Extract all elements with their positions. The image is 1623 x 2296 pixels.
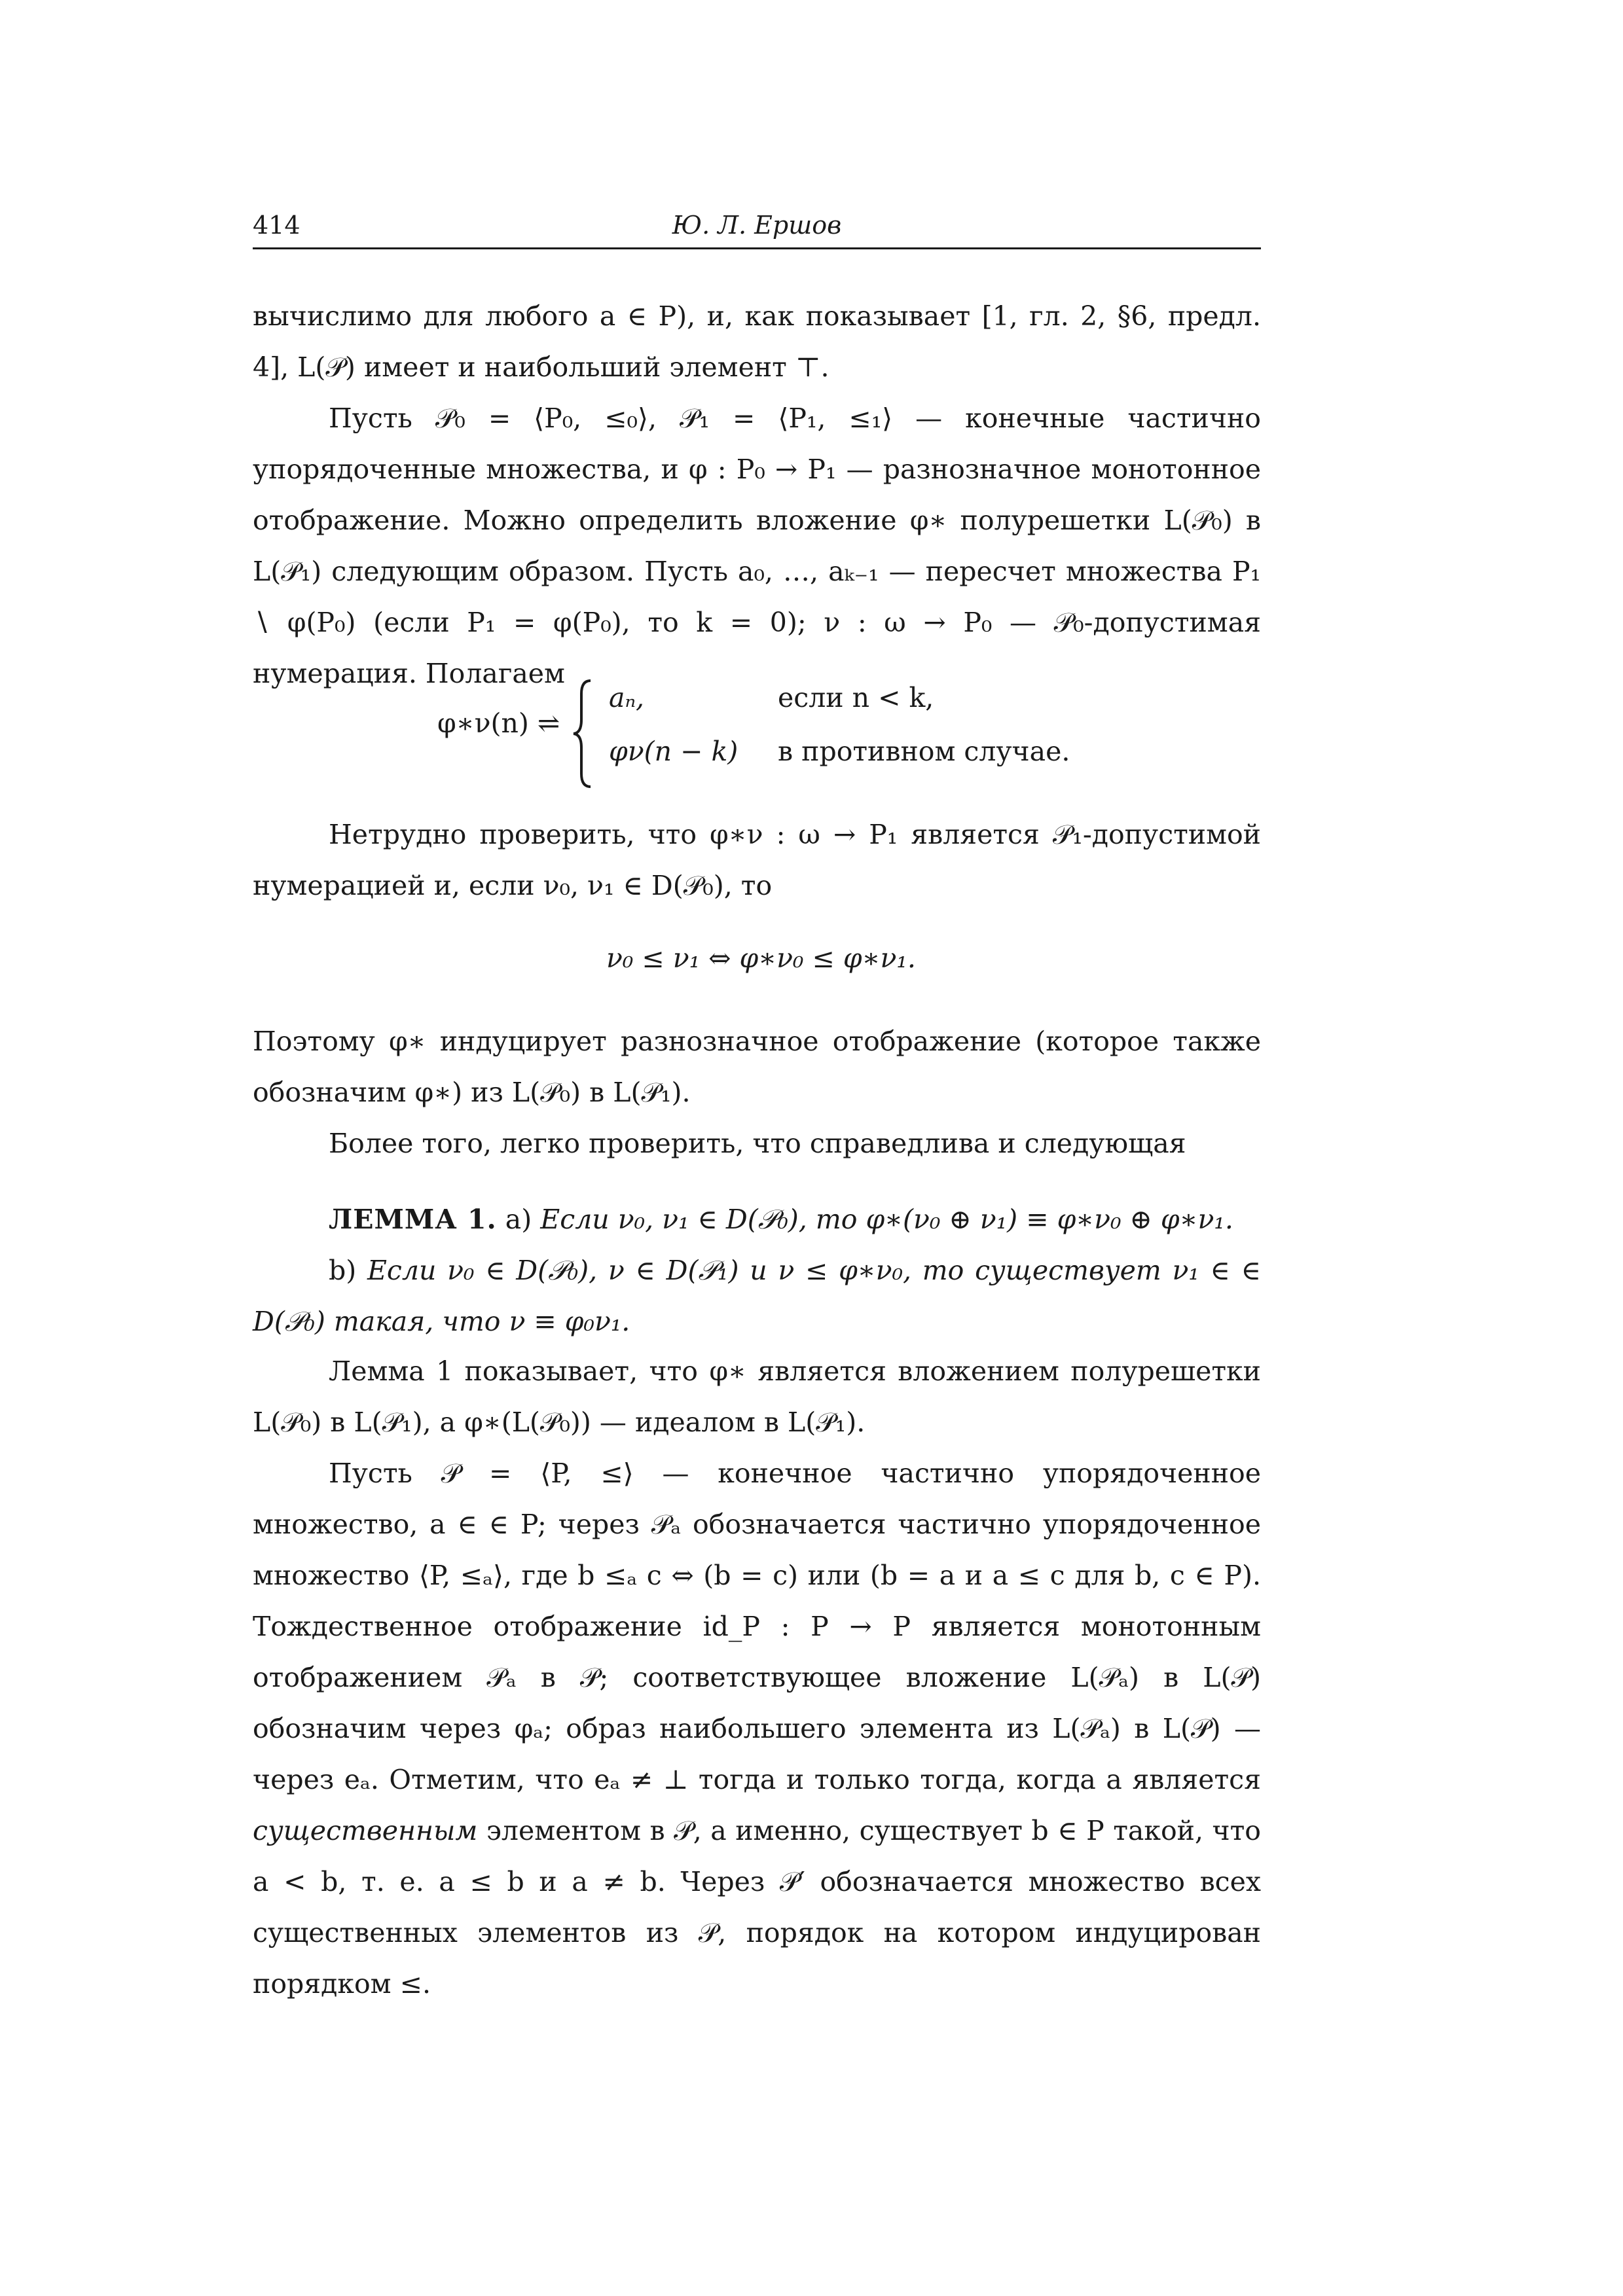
running-header xyxy=(253,208,1261,249)
paragraph-1: вычислимо для любого a ∈ P), и, как показывает [1, гл. 2, §6, предл. 4], L(𝒫) имеет и наибольший элемент ⊤. xyxy=(253,300,1261,383)
emphasis-term: существенным xyxy=(253,1815,478,1846)
case-1-value: aₙ, xyxy=(609,682,645,713)
case-2-condition: в противном случае. xyxy=(778,736,1070,767)
paragraph-3: Нетрудно проверить, что φ∗ν : ω → P₁ является 𝒫₁-допустимой нумерацией и, если ν₀, ν₁ ∈ D(𝒫₀), то xyxy=(253,819,1261,901)
lemma-a-label: a) xyxy=(505,1204,532,1235)
paragraph-4: Поэтому φ∗ индуцирует разнозначное отображение (которое также обозначим φ∗) из L(𝒫₀) в L(𝒫₁). xyxy=(253,1026,1261,1108)
equivalence-formula: ν₀ ≤ ν₁ ⇔ φ∗ν₀ ≤ φ∗ν₁. xyxy=(606,942,916,974)
lemma-a-statement: Если ν₀, ν₁ ∈ D(𝒫₀), то φ∗(ν₀ ⊕ ν₁) ≡ φ∗ν₀ ⊕ φ∗ν₁. xyxy=(540,1204,1233,1235)
paragraph-7 xyxy=(253,1448,1261,2009)
paragraph-7-text: Пусть 𝒫 = ⟨P, ≤⟩ — конечное частично упорядоченное множество, a ∈ ∈ P; через 𝒫ₐ обозначается частично упорядоченное множество ⟨P, ≤ₐ⟩, где b ≤ₐ c ⇔ (b = c) или (b = a и a ≤ c для b, c ∈ P). Тождественное отображение id_P : P → P является монотонным отображением 𝒫ₐ в 𝒫; соответствующее вложение L(𝒫ₐ) в L(𝒫) обозначим через φₐ; образ наибольшего элемента из L(𝒫ₐ) в L(𝒫) — через eₐ. Отметим, что eₐ ≠ ⊥ тогда и только тогда, когда a является xyxy=(253,1458,1261,1795)
page-number: 414 xyxy=(253,211,301,240)
lemma-heading: ЛЕММА 1. xyxy=(329,1204,497,1235)
paragraph-2: Пусть 𝒫₀ = ⟨P₀, ≤₀⟩, 𝒫₁ = ⟨P₁, ≤₁⟩ — конечные частично упорядоченные множества, и φ : P₀ → P₁ — разнозначное монотонное отображение. Можно определить вложение φ∗ полурешетки L(𝒫₀) в L(𝒫₁) следующим образом. Пусть a₀, …, aₖ₋₁ — пересчет множества P₁ ∖ φ(P₀) (если P₁ = φ(P₀), то k = 0); ν : ω → P₀ — 𝒫₀-допустимая нумерация. Полагаем xyxy=(253,403,1261,689)
lemma-b-statement: Если ν₀ ∈ D(𝒫₀), ν ∈ D(𝒫₁) и ν ≤ φ∗ν₀, то существует ν₁ ∈ ∈ D(𝒫₀) такая, что ν ≡ φ₀ν₁. xyxy=(253,1255,1261,1337)
case-2-value: φν(n − k) xyxy=(609,736,739,767)
running-title: Ю. Л. Ершов xyxy=(672,211,842,240)
paragraph-5: Более того, легко проверить, что справедлива и следующая xyxy=(329,1128,1186,1159)
paragraph-6: Лемма 1 показывает, что φ∗ является вложением полурешетки L(𝒫₀) в L(𝒫₁), а φ∗(L(𝒫₀)) — идеалом в L(𝒫₁). xyxy=(253,1355,1261,1438)
case-1-condition: если n < k, xyxy=(778,682,934,713)
definition-formula xyxy=(437,678,1223,789)
left-brace-icon xyxy=(570,678,596,789)
lemma-b-label: b) xyxy=(329,1255,357,1286)
lemma-1-a xyxy=(253,1194,1261,1245)
lemma-1-b xyxy=(253,1245,1261,1347)
definition-lhs: φ∗ν(n) ⇌ xyxy=(437,708,560,739)
paragraph-7-text-end: элементом в 𝒫, а именно, существует b ∈ P такой, что a < b, т. е. a ≤ b и a ≠ b. Через 𝒫′ обозначается множество всех существенных элементов из 𝒫, порядок на котором индуцирован порядком ≤. xyxy=(253,1815,1261,2000)
